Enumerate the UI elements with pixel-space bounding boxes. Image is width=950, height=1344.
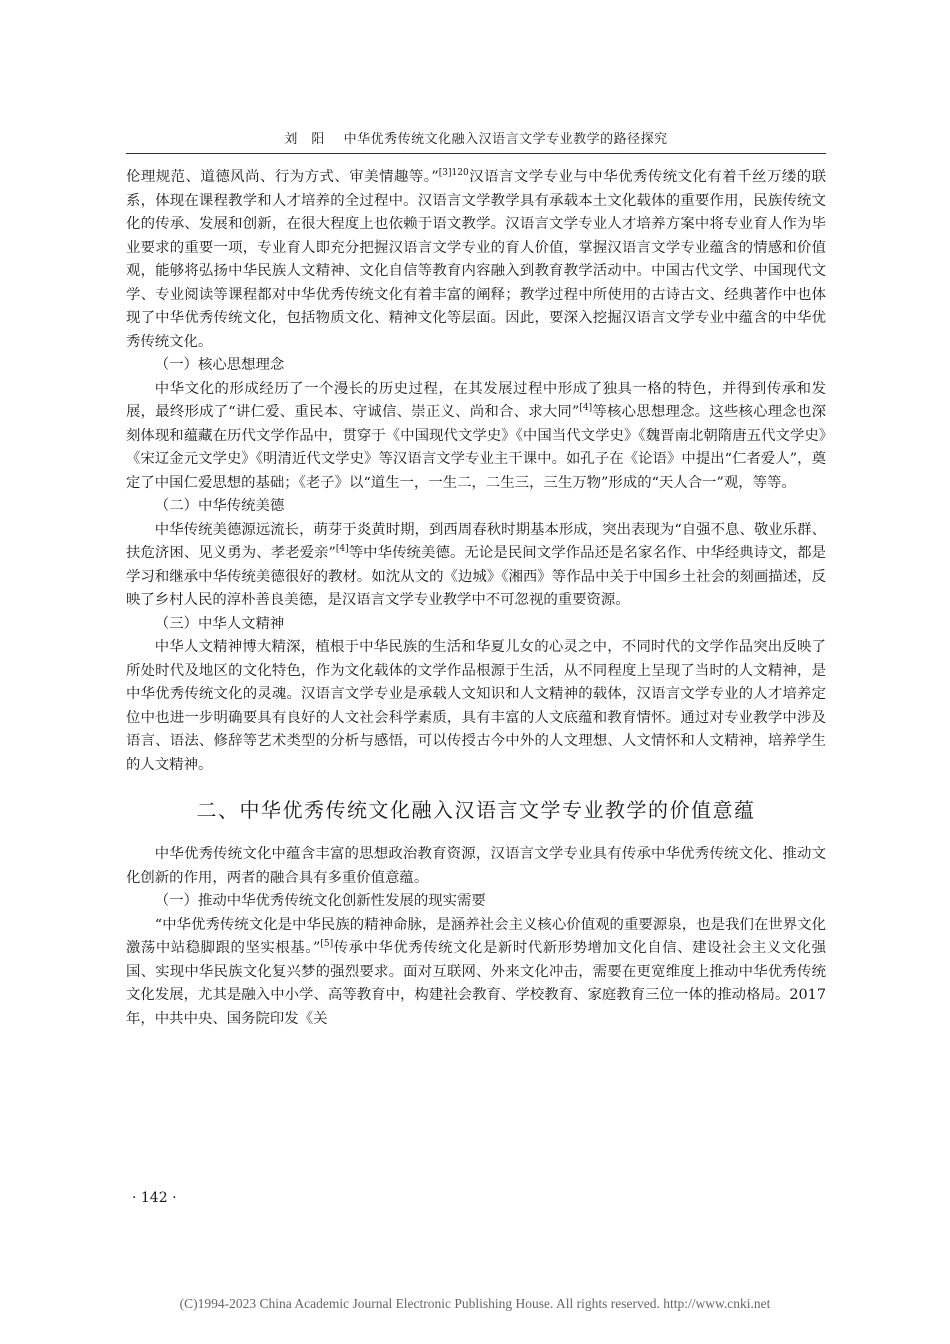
paragraph bbox=[126, 519, 826, 613]
paragraph bbox=[126, 378, 826, 496]
subsection-heading: （一）推动中华优秀传统文化创新性发展的现实需要 bbox=[154, 893, 486, 909]
paragraph bbox=[126, 166, 826, 354]
paragraph: 中华人文精神博大精深，植根于中华民族的生活和华夏儿女的心灵之中，不同时代的文学作品突出反映了所处时代及地区的文化特色，作为文化载体的文学作品根源于生活，从不同程度上呈现了当时的人文精神，是中华优秀传统文化的灵魂。汉语言文学专业是承载人文知识和人文精神的载体，汉语言文学专业的人才培养定位中也进一步明确要具有良好的人文社会科学素质，具有丰富的人文底蕴和教育情怀。通过对专业教学中涉及语言、语法、修辞等艺术类型的分析与感悟，可以传授古今中外的人文理想、人文情怀和人文精神，培养学生的人文精神。 bbox=[126, 639, 826, 773]
citation: [5] bbox=[320, 939, 334, 949]
page-number: · 142 · bbox=[132, 1190, 177, 1206]
paragraph-text: 传承中华优秀传统文化是新时代新形势增加文化自信、建设社会主义文化强国、实现中华民族文化复兴梦的强烈要求。面对互联网、外来文化冲击，需要在更宽维度上推动中华优秀传统文化发展，尤其是融入中小学、高等教育中，构建社会教育、学校教育、家庭教育三位一体的推动格局。2017 年，中共中央、国务院印发《关 bbox=[126, 940, 826, 1027]
header-title: 中华优秀传统文化融入汉语言文学专业教学的路径探究 bbox=[343, 132, 668, 147]
copyright-footer: (C)1994-2023 China Academic Journal Electronic Publishing House. All rights reserved. http://www.cnki.net bbox=[179, 1296, 771, 1311]
paragraph-text: 伦理规范、道德风尚、行为方式、审美情趣等。” bbox=[126, 169, 439, 185]
paragraph-text: 中华传统美德源远流长，萌芽于炎黄时期，到西周春秋时期基本形成，突出表现为“自强不息、敬业乐群、扶危济困、见义勇为、孝老爱亲” bbox=[126, 521, 826, 561]
citation: [4] bbox=[579, 403, 593, 413]
paragraph-text: 汉语言文学专业与中华优秀传统文化有着千丝万缕的联系，体现在课程教学和人才培养的全过程中。汉语言文学教学具有承载本土文化载体的重要作用，民族传统文化的传承、发展和创新，在很大程度上也依赖于语文教学。汉语言文学专业人才培养方案中将专业育人作为毕业要求的重要一项，专业育人即充分把握汉语言文学专业的育人价值，掌握汉语言文学专业蕴含的情感和价值观，能够将弘扬中华民族人文精神、文化自信等教育内容融入到教育教学活动中。中国古代文学、中国现代文学、专业阅读等课程都对中华优秀传统文化有着丰富的阐释；教学过程中所使用的古诗古文、经典著作中也体现了中华优秀传统文化，包括物质文化、精神文化等层面。因此，要深入挖掘汉语言文学专业中蕴含的中华优秀传统文化。 bbox=[126, 169, 826, 350]
page-content bbox=[126, 128, 826, 1031]
paragraph-text: 中华文化的形成经历了一个漫长的历史过程，在其发展过程中形成了独具一格的特色，并得到传承和发展，最终形成了“讲仁爱、重民本、守诚信、崇正义、尚和合、求大同” bbox=[126, 380, 826, 420]
running-header bbox=[126, 128, 826, 154]
subsection-heading: （二）中华传统美德 bbox=[154, 498, 285, 514]
paragraph: 中华优秀传统文化中蕴含丰富的思想政治教育资源，汉语言文学专业具有传承中华优秀传统文化、推动文化创新的作用，两者的融合具有多重价值意蕴。 bbox=[126, 846, 826, 886]
citation: [4] bbox=[335, 544, 349, 554]
paragraph-text: 等核心思想理念。这些核心理念也深刻体现和蕴藏在历代文学作品中，贯穿于《中国现代文学史》《中国当代文学史》《魏晋南北朝隋唐五代文学史》《宋辽金元文学史》《明清近代文学史》等汉语言文学专业主干课中。如孔子在《论语》中提出“仁者爱人”，奠定了中国仁爱思想的基础；《老子》以“道生一，一生二，二生三，三生万物”形成的“天人合一”观，等等。 bbox=[126, 404, 826, 491]
paragraph-text: “中华优秀传统文化是中华民族的精神命脉，是涵养社会主义核心价值观的重要源泉，也是我们在世界文化激荡中站稳脚跟的坚实根基。” bbox=[126, 916, 826, 956]
paragraph-text: 等中华传统美德。无论是民间文学作品还是名家名作、中华经典诗文，都是学习和继承中华传统美德很好的教材。如沈从文的《边城》《湘西》等作品中关于中国乡土社会的刻画描述，反映了乡村人民的淳朴善良美德，是汉语言文学专业教学中不可忽视的重要资源。 bbox=[126, 545, 826, 608]
article-body bbox=[126, 166, 826, 1031]
subsection-heading: （一）核心思想理念 bbox=[154, 357, 285, 373]
paragraph bbox=[126, 914, 826, 1032]
subsection-heading: （三）中华人文精神 bbox=[154, 615, 285, 632]
citation: [3]120 bbox=[438, 168, 469, 178]
section-title: 二、中华优秀传统文化融入汉语言文学专业教学的价值意蕴 bbox=[196, 798, 756, 822]
header-author: 刘 阳 bbox=[284, 132, 325, 147]
